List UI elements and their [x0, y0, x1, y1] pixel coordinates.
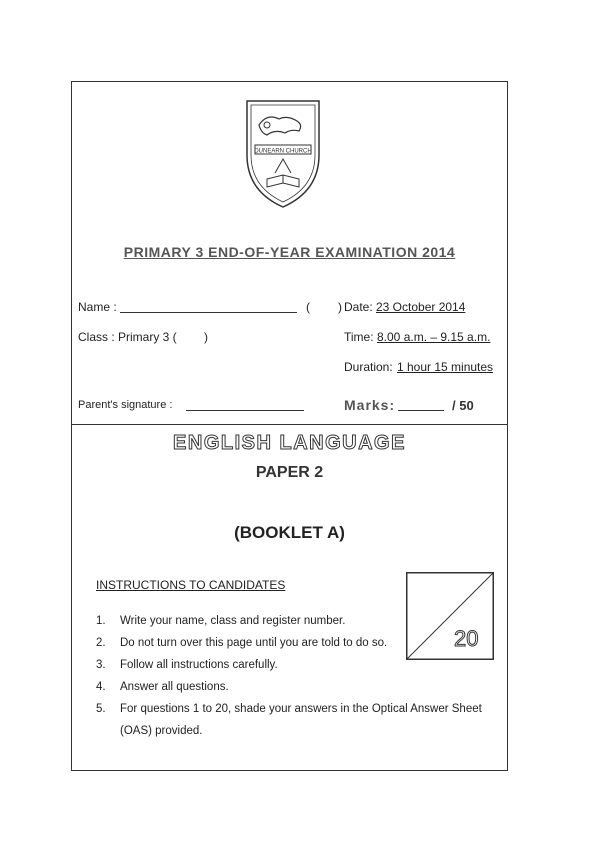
date-label: Date: [344, 300, 373, 314]
exam-title: PRIMARY 3 END-OF-YEAR EXAMINATION 2014 [123, 244, 456, 260]
list-item-text: Follow all instructions carefully. [120, 659, 278, 671]
marks-total: / 50 [452, 398, 474, 413]
time-label: Time: [344, 330, 374, 344]
school-crest-icon [237, 95, 329, 213]
parent-signature-label: Parent's signature : [78, 399, 173, 411]
duration-value: 1 hour 15 minutes [397, 360, 494, 374]
duration-label: Duration: [344, 360, 393, 374]
subject-title: ENGLISH LANGUAGE [173, 432, 406, 454]
time-value: 8.00 a.m. – 9.15 a.m. [377, 330, 491, 344]
register-number-field[interactable] [314, 300, 336, 314]
register-paren-close: ) [338, 300, 342, 314]
list-item-text: Do not turn over this page until you are told to do so. [120, 637, 388, 649]
marks-field[interactable] [398, 410, 444, 411]
list-item-text: Write your name, class and register number. [120, 615, 346, 627]
parent-signature-field[interactable] [186, 410, 304, 411]
marks-label: Marks: [344, 397, 396, 413]
class-paren-close: ) [204, 330, 208, 344]
list-item-number: 2. [96, 637, 106, 649]
instructions-title: INSTRUCTIONS TO CANDIDATES [96, 578, 286, 592]
list-item-number: 5. [96, 703, 106, 715]
crest-banner-text: DUNEARN CHURCH [254, 148, 312, 155]
question-count-box [406, 572, 494, 660]
list-item-number: 3. [96, 659, 106, 671]
paper-number: PAPER 2 [255, 464, 324, 481]
name-label: Name : [78, 300, 117, 314]
section-divider [71, 424, 508, 425]
booklet-label: (BOOKLET A) [234, 523, 345, 542]
list-item-number: 1. [96, 615, 106, 627]
list-item-text: Answer all questions. [120, 681, 229, 693]
list-item [96, 676, 496, 698]
question-count: 20 [454, 626, 479, 651]
date-value: 23 October 2014 [376, 300, 466, 314]
class-label: Class : Primary 3 ( [78, 330, 177, 344]
list-item [96, 698, 496, 742]
list-item-number: 4. [96, 681, 106, 693]
class-number-field[interactable] [180, 330, 202, 344]
name-field[interactable] [120, 312, 297, 313]
list-item-text: For questions 1 to 20, shade your answers in the Optical Answer Sheet (OAS) provided. [120, 703, 482, 737]
register-paren-open: ( [306, 300, 310, 314]
